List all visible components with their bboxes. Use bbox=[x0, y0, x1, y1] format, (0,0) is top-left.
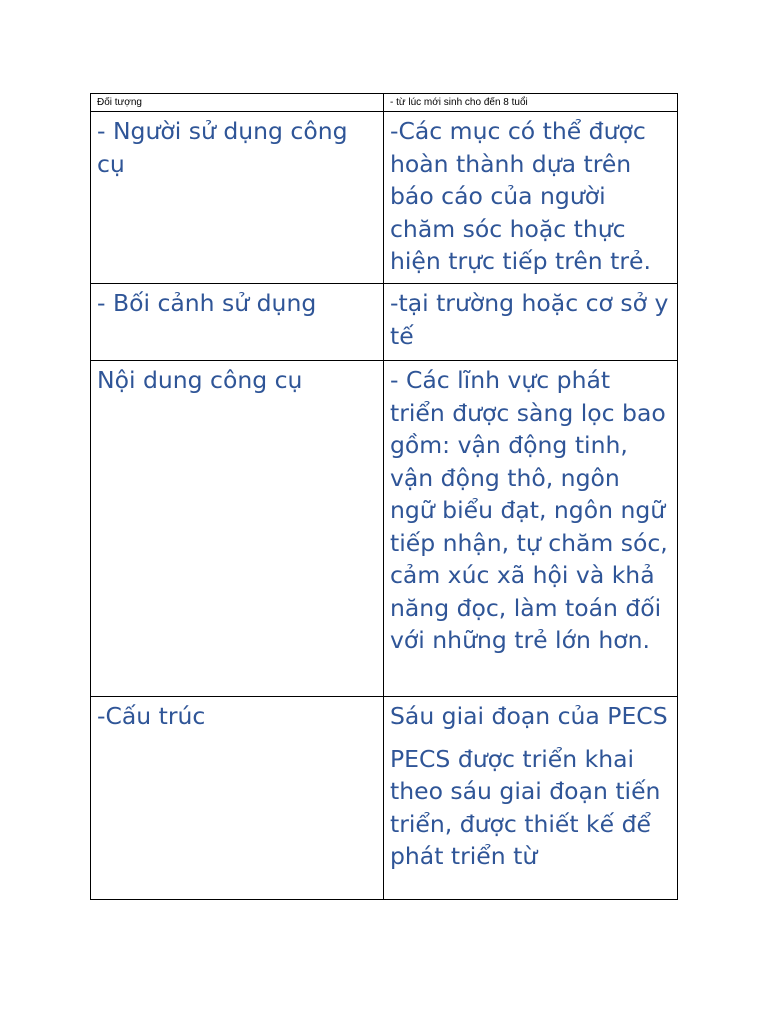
table-row-tool-users bbox=[91, 112, 678, 284]
table-header-row bbox=[91, 94, 678, 112]
table-row-structure bbox=[91, 697, 678, 900]
row-label-tool-users: - Người sử dụng công cụ bbox=[97, 117, 348, 178]
row-label-cell bbox=[91, 361, 384, 697]
row-label-cell bbox=[91, 697, 384, 900]
header-label-subject: Đối tượng bbox=[97, 97, 142, 108]
row-label-structure: -Cấu trúc bbox=[97, 702, 206, 730]
row-value-structure-body: PECS được triển khai theo sáu giai đoạn tiến triển, được thiết kế để phát triển từ bbox=[390, 744, 661, 870]
row-value-cell bbox=[384, 361, 678, 697]
document-table bbox=[90, 93, 678, 900]
header-cell-subject bbox=[91, 94, 384, 112]
header-cell-age-range bbox=[384, 94, 678, 112]
row-label-usage-context: - Bối cảnh sử dụng bbox=[97, 289, 317, 317]
row-label-cell bbox=[91, 284, 384, 361]
row-value-tool-users: -Các mục có thể được hoàn thành dựa trên báo cáo của người chăm sóc hoặc thực hiện trực tiếp trên trẻ. bbox=[390, 117, 651, 275]
row-label-cell bbox=[91, 112, 384, 284]
row-label-tool-content: Nội dung công cụ bbox=[97, 366, 303, 394]
row-value-cell bbox=[384, 284, 678, 361]
table-row-tool-content bbox=[91, 361, 678, 697]
row-value-tool-content: - Các lĩnh vực phát triển được sàng lọc bao gồm: vận động tinh, vận động thô, ngôn ngữ biểu đạt, ngôn ngữ tiếp nhận, tự chăm sóc, cảm xúc xã hội và khả năng đọc, làm toán đối với những trẻ lớn hơn. bbox=[390, 366, 668, 654]
row-value-cell bbox=[384, 112, 678, 284]
table-row-usage-context bbox=[91, 284, 678, 361]
row-value-structure-heading: Sáu giai đoạn của PECS bbox=[390, 702, 668, 730]
row-value-cell bbox=[384, 697, 678, 900]
row-value-usage-context: -tại trường hoặc cơ sở y tế bbox=[390, 289, 669, 350]
header-label-age-range: - từ lúc mới sinh cho đến 8 tuổi bbox=[390, 97, 528, 108]
